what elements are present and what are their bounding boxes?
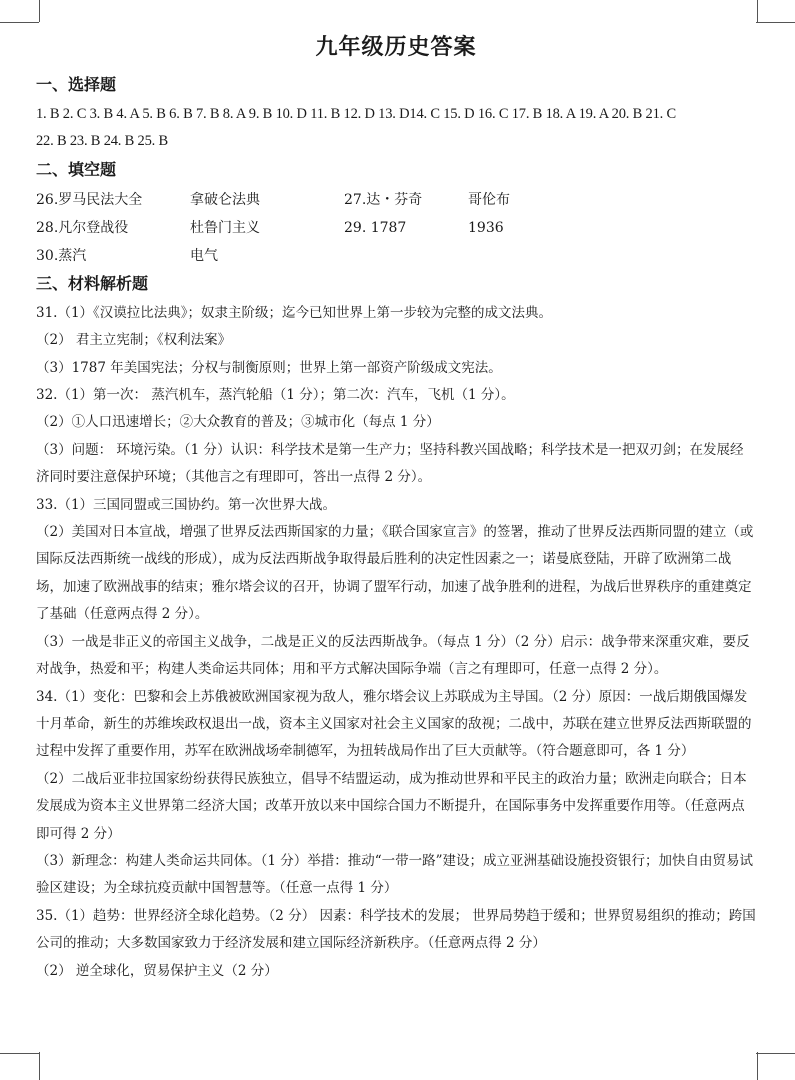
- fill-cell: 哥伦布: [468, 191, 510, 208]
- fill-cell: 27.达・芬奇: [344, 191, 423, 208]
- crop-mark-top-right: [756, 0, 758, 22]
- crop-mark-bottom-right: [756, 1052, 758, 1080]
- fill-row: [36, 214, 756, 242]
- fill-cell: 杜鲁门主义: [190, 219, 260, 236]
- answer-paragraph: （2）美国对日本宣战，增强了世界反法西斯国家的力量；《联合国家宣言》的签署，推动了世界反法西斯同盟的建立（或国际反法西斯统一战线的形成），成为反法西斯战争取得最后胜利的决定性因素之一；诺曼底登陆，开辟了欧洲第二战场，加速了欧洲战事的结束；雅尔塔会议的召开，协调了盟军行动，加速了战争胜利的进程，为战后世界秩序的重建奠定了基础（任意两点得 2 分）。: [36, 524, 754, 623]
- fill-row: [36, 242, 756, 270]
- answer-paragraph: （3）一战是非正义的帝国主义战争，二战是正义的反法西斯战争。（每点 1 分）（2 分）启示：战争带来深重灾难，要反对战争，热爱和平；构建人类命运共同体；用和平方式解决国际争端（言之有理即可，任意一点得 2 分）。: [36, 633, 750, 678]
- answer-paragraph: 33.（1）三国同盟或三国协约。第一次世界大战。: [36, 496, 337, 513]
- crop-mark-bottom-right-h: [756, 1052, 795, 1054]
- fill-row: [36, 186, 756, 214]
- answer-paragraph: 34.（1）变化：巴黎和会上苏俄被欧洲国家视为敌人，雅尔塔会议上苏联成为主导国。（2 分）原因：一战后期俄国爆发十月革命，新生的苏维埃政权退出一战，资本主义国家对社会主义国家的敌视；二战中，苏联在建立世界反法西斯联盟的过程中发挥了重要作用，苏军在欧洲战场牵制德军，为扭转战局作出了巨大贡献等。（符合题意即可，各 1 分）: [36, 688, 752, 760]
- answer-paragraph: （2）①人口迅速增长；②大众教育的普及；③城市化（每点 1 分）: [36, 414, 440, 431]
- answer-paragraph: （3）新理念：构建人类命运共同体。（1 分）举措：推动“一带一路”建设；成立亚洲基础设施投资银行；加快自由贸易试验区建设；为全球抗疫贡献中国智慧等。（任意一点得 1 分）: [36, 852, 754, 897]
- answer-paragraph: 35.（1）趋势：世界经济全球化趋势。（2 分） 因素：科学技术的发展； 世界局势趋于缓和；世界贸易组织的推动；跨国公司的推动；大多数国家致力于经济发展和建立国际经济新秩序。（任意两点得 2 分）: [36, 907, 756, 952]
- choice-answers-line-2: 22. B 23. B 24. B 25. B: [36, 133, 168, 150]
- crop-mark-bottom-left-h: [0, 1052, 39, 1054]
- fill-cell: 29. 1787: [344, 219, 407, 236]
- crop-mark-top-right-h: [756, 21, 795, 23]
- answer-paragraph: （3）1787 年美国宪法；分权与制衡原则；世界上第一部资产阶级成文宪法。: [36, 359, 502, 376]
- crop-mark-bottom-left: [38, 1052, 40, 1080]
- answer-paragraph: 32.（1）第一次： 蒸汽机车，蒸汽轮船（1 分）；第二次：汽车，飞机（1 分）。: [36, 387, 515, 404]
- page-title: 九年级历史答案: [315, 34, 477, 60]
- fill-cell: 26.罗马民法大全: [36, 191, 143, 208]
- answer-paragraph: 31.（1）《汉谟拉比法典》；奴隶主阶级；迄今已知世界上第一步较为完整的成文法典。: [36, 304, 553, 321]
- answer-paragraph: （2） 君主立宪制；《权利法案》: [36, 332, 232, 349]
- answer-paragraph: （2） 逆全球化，贸易保护主义（2 分）: [36, 962, 278, 979]
- choice-answers-line-1: 1. B 2. C 3. B 4. A 5. B 6. B 7. B 8. A 9. B 10. D 11. B 12. D 13. D14. C 15. D 16. C 17. B 18. A 19. A 20. B 21. C: [36, 106, 676, 122]
- fill-cell: 电气: [190, 247, 218, 264]
- fill-cell: 28.凡尔登战役: [36, 219, 129, 236]
- crop-mark-top-left: [38, 0, 40, 22]
- section-heading-material: 三、材料解析题: [36, 273, 149, 293]
- answer-paragraph: （2）二战后亚非拉国家纷纷获得民族独立，倡导不结盟运动，成为推动世界和平民主的政治力量；欧洲走向联合；日本发展成为资本主义世界第二经济大国；改革开放以来中国综合国力不断提升，在国际事务中发挥重要作用等。（任意两点即可得 2 分）: [36, 770, 747, 842]
- section-heading-choice: 一、选择题: [36, 75, 117, 94]
- answer-document: [36, 30, 756, 985]
- fill-cell: 拿破仑法典: [190, 191, 260, 208]
- crop-mark-top-left-h: [0, 21, 39, 23]
- fill-cell: 30.蒸汽: [36, 247, 87, 264]
- answer-paragraph: （3）问题： 环境污染。（1 分）认识：科学技术是第一生产力；坚持科教兴国战略；科学技术是一把双刃剑；在发展经济同时要注意保护环境；（其他言之有理即可，答出一点得 2 分）。: [36, 441, 744, 486]
- fill-cell: 1936: [468, 219, 504, 236]
- section-heading-fill: 二、填空题: [36, 159, 117, 179]
